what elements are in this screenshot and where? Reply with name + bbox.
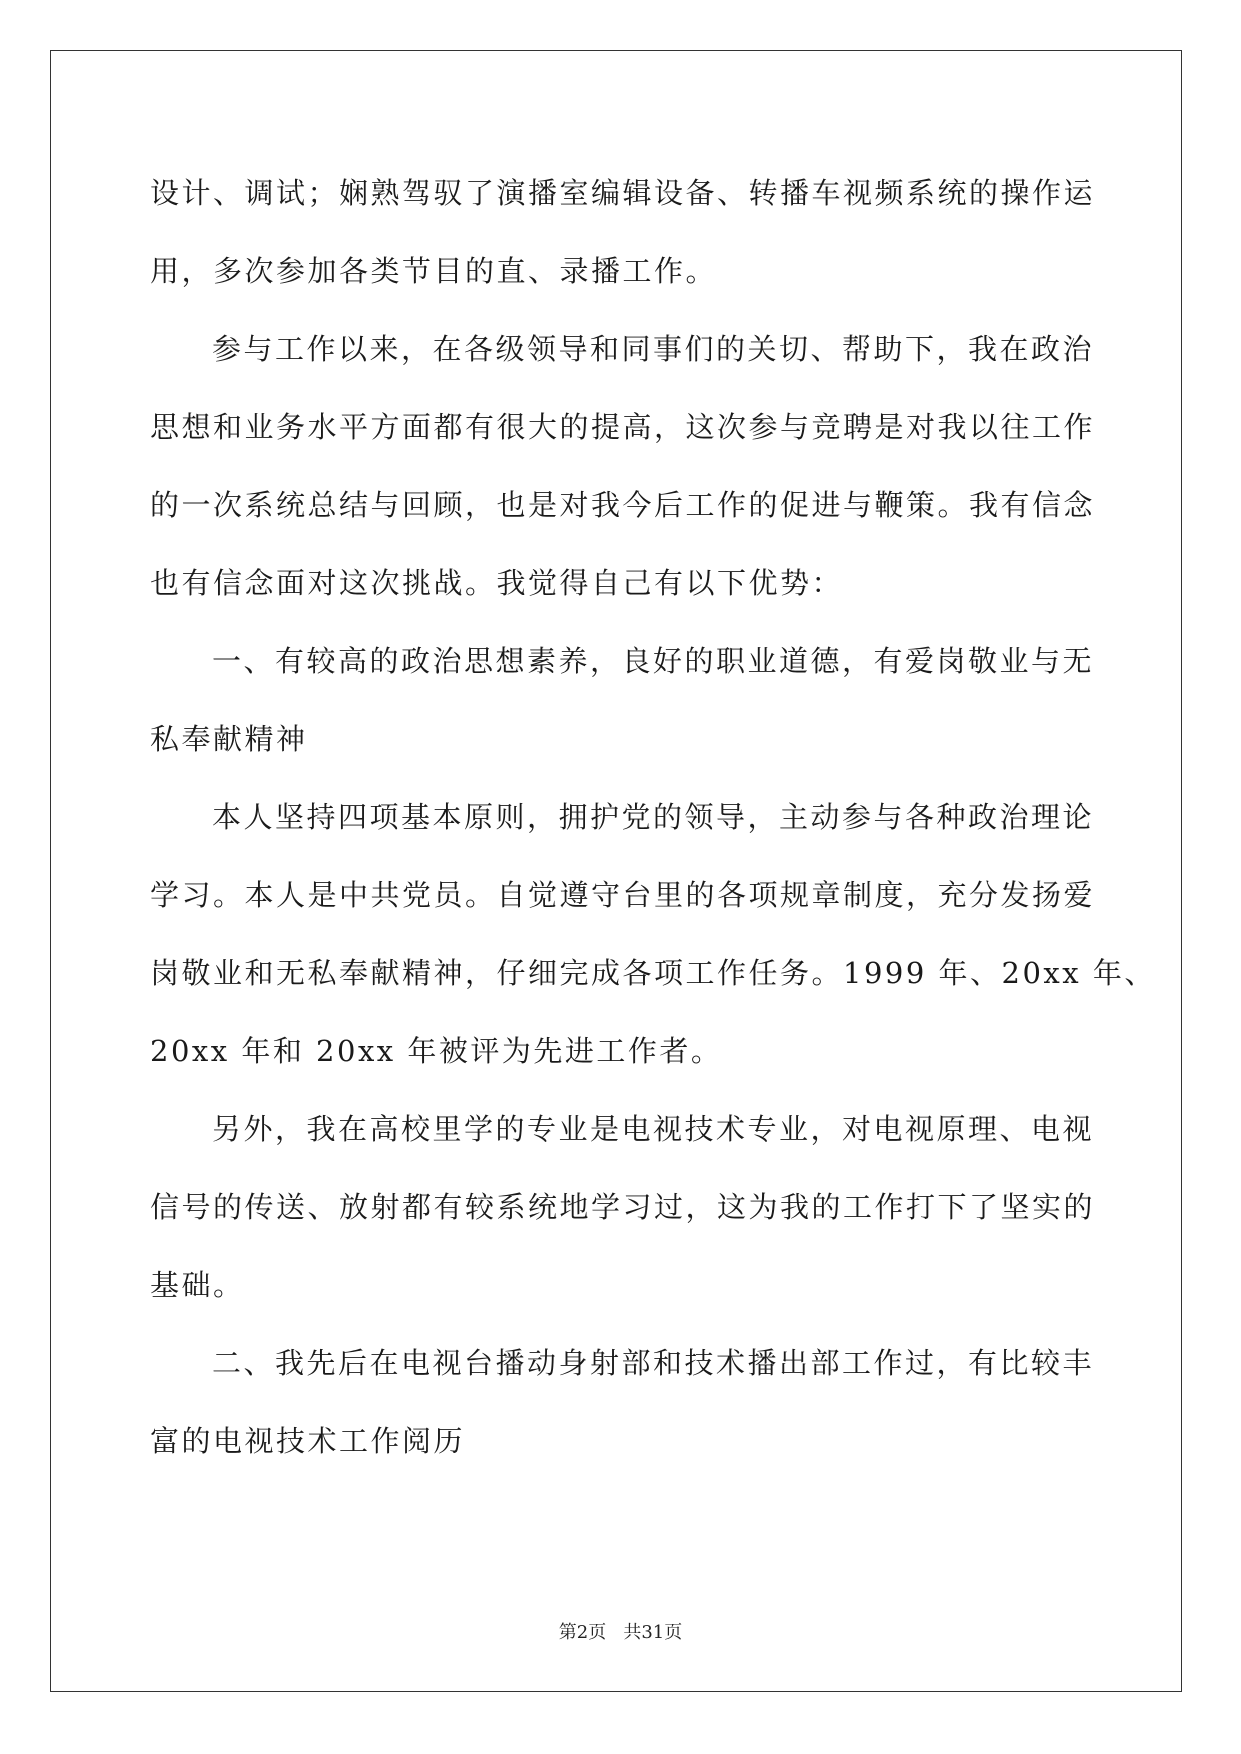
text-line: 设计、调试；娴熟驾驭了演播室编辑设备、转播车视频系统的操作运 [150, 176, 1096, 210]
text-line: 本人坚持四项基本原则，拥护党的领导，主动参与各种政治理论 [212, 800, 1095, 834]
text-line: 私奉献精神 [150, 722, 308, 756]
text-line: 参与工作以来，在各级领导和同事们的关切、帮助下，我在政治 [212, 332, 1095, 366]
page-footer [0, 1618, 1241, 1644]
text-line: 20xx 年和 20xx 年被评为先进工作者。 [150, 1034, 723, 1068]
text-line: 也有信念面对这次挑战。我觉得自己有以下优势： [150, 566, 844, 600]
page-number: 2 [576, 1622, 589, 1643]
text-line: 的一次系统总结与回顾，也是对我今后工作的促进与鞭策。我有信念 [150, 488, 1096, 522]
document-body [150, 154, 1156, 1480]
text-line: 信号的传送、放射都有较系统地学习过，这为我的工作打下了坚实的 [150, 1190, 1096, 1224]
text-line: 富的电视技术工作阅历 [150, 1424, 466, 1458]
page-suffix: 页 [588, 1622, 607, 1643]
text-line: 学习。本人是中共党员。自觉遵守台里的各项规章制度，充分发扬爱 [150, 878, 1096, 912]
total-suffix: 页 [664, 1622, 683, 1643]
text-line: 岗敬业和无私奉献精神，仔细完成各项工作任务。1999 年、20xx 年、 [150, 956, 1156, 990]
total-pages: 31 [641, 1622, 665, 1643]
text-line: 基础。 [150, 1268, 245, 1302]
text-line: 二、我先后在电视台播动身射部和技术播出部工作过，有比较丰 [212, 1346, 1095, 1380]
page-prefix: 第 [558, 1622, 577, 1643]
total-prefix: 共 [623, 1622, 642, 1643]
text-line: 一、有较高的政治思想素养，良好的职业道德，有爱岗敬业与无 [212, 644, 1095, 678]
text-line: 另外，我在高校里学的专业是电视技术专业，对电视原理、电视 [212, 1112, 1095, 1146]
text-line: 思想和业务水平方面都有很大的提高，这次参与竞聘是对我以往工作 [150, 410, 1096, 444]
text-line: 用，多次参加各类节目的直、录播工作。 [150, 254, 718, 288]
